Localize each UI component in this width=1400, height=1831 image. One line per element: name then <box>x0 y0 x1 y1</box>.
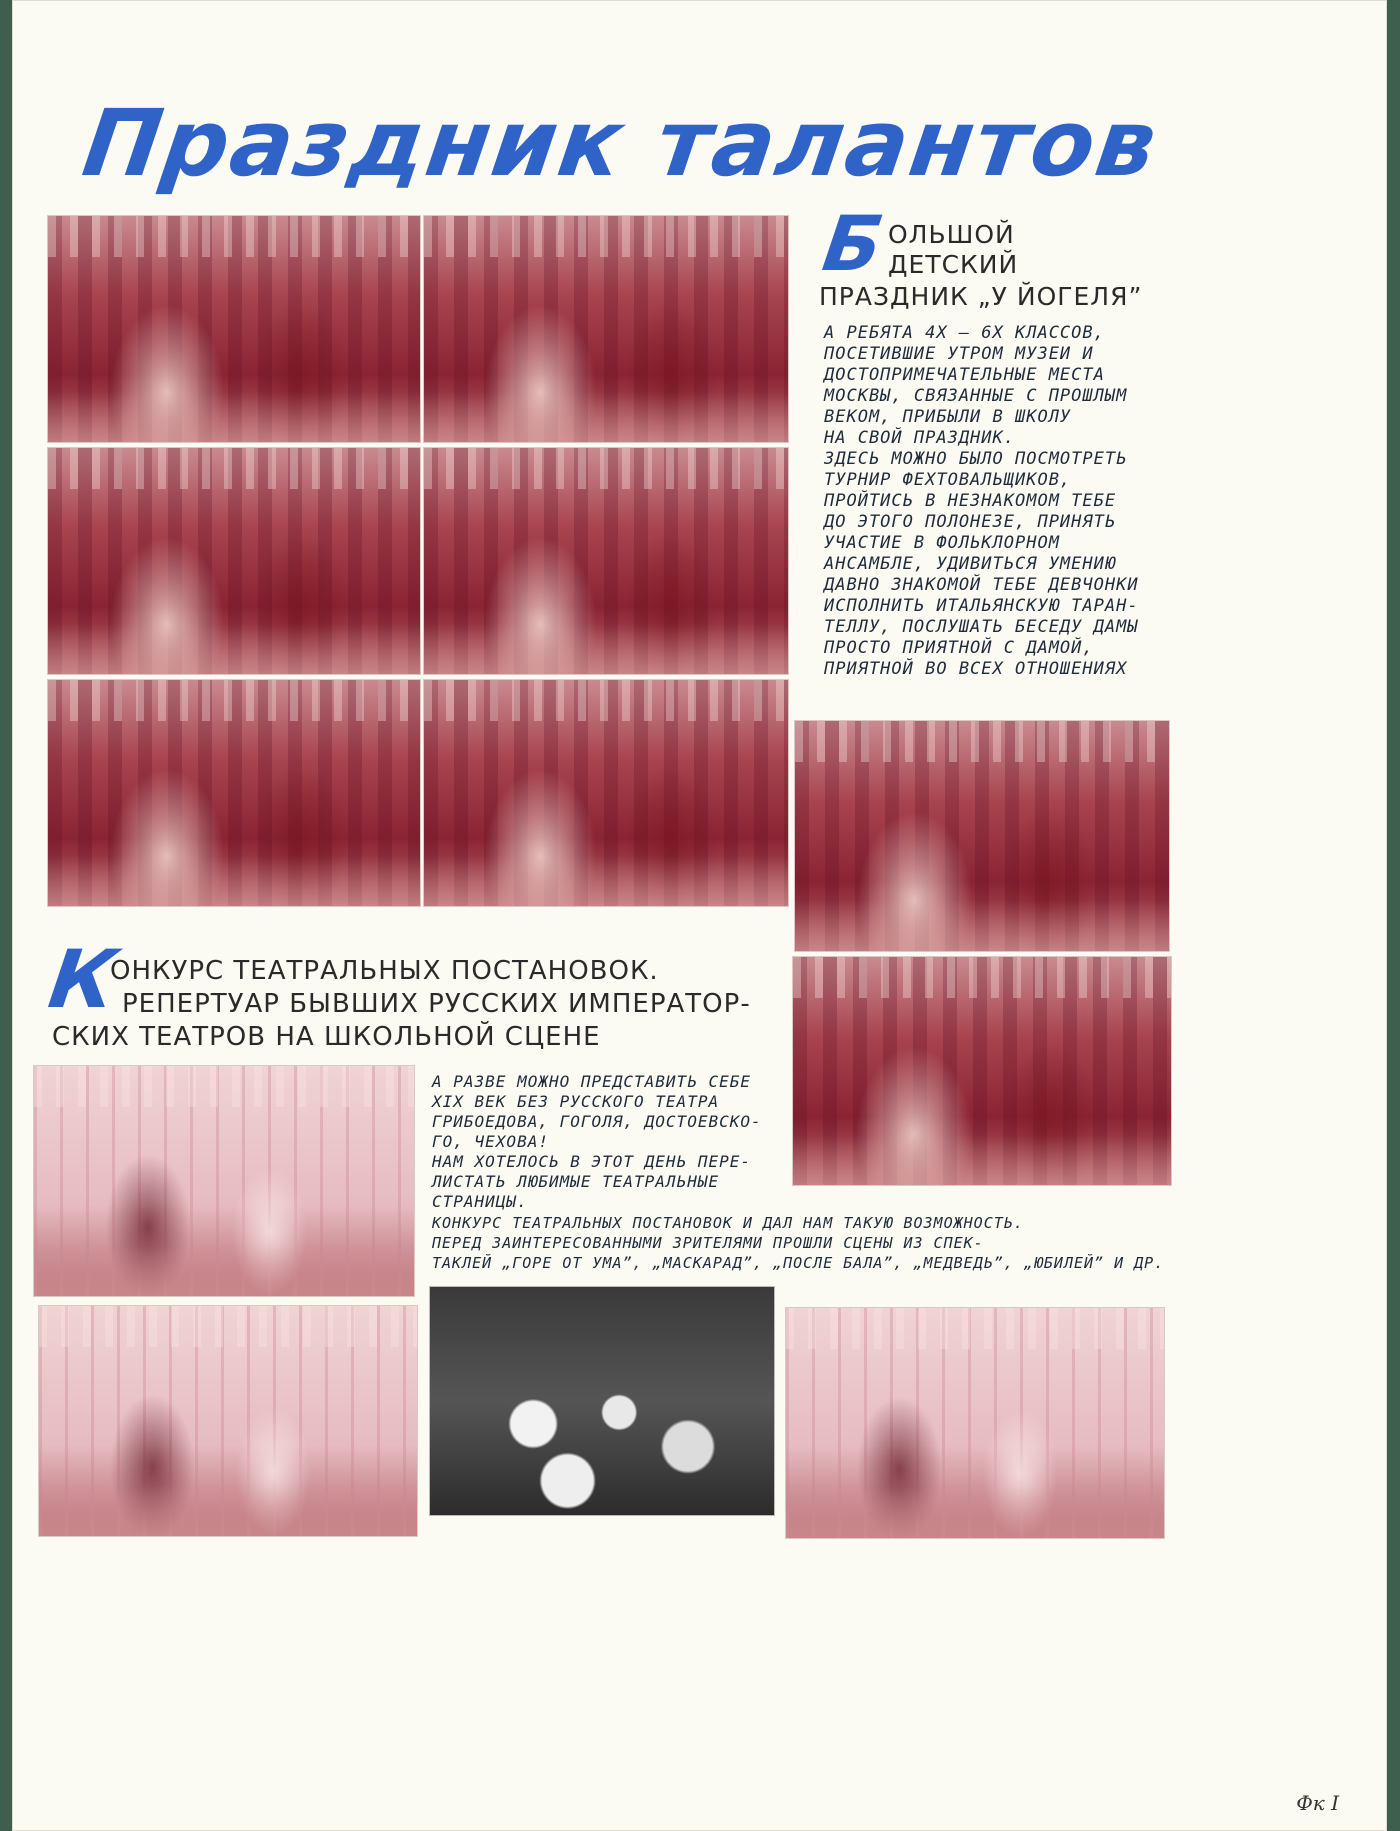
body-line: ГО, ЧЕХОВА! <box>432 1132 549 1151</box>
section2-heading <box>110 955 751 1021</box>
photo-stage-scene-3 <box>786 1308 1164 1538</box>
photo-fencing <box>48 680 420 906</box>
album-page <box>12 0 1387 1831</box>
body-line: АНСАМБЛЕ, УДИВИТЬСЯ УМЕНИЮ <box>824 554 1117 574</box>
body-line: ДО ЭТОГО ПОЛОНЕЗЕ, ПРИНЯТЬ <box>824 512 1117 532</box>
body-line: ПРОЙТИСЬ В НЕЗНАКОМОМ ТЕБЕ <box>824 491 1117 511</box>
body-line: А РАЗВЕ МОЖНО ПРЕДСТАВИТЬ СЕБЕ <box>432 1072 751 1091</box>
photo-polonaise <box>424 448 788 674</box>
page-number: Фк I <box>1296 1791 1339 1815</box>
body-line: КОНКУРС ТЕАТРАЛЬНЫХ ПОСТАНОВОК И ДАЛ НАМ ТАКУЮ ВОЗМОЖНОСТЬ. <box>432 1214 1024 1232</box>
section1-heading-line: ОЛЬШОЙ <box>888 220 1015 249</box>
body-line: СТРАНИЦЫ. <box>432 1192 528 1211</box>
body-line: ИСПОЛНИТЬ ИТАЛЬЯНСКУЮ ТАРАН- <box>824 596 1139 616</box>
section2-heading-line: ОНКУРС ТЕАТРАЛЬНЫХ ПОСТАНОВОК. <box>110 956 659 986</box>
body-line: ВЕКОМ, ПРИБЫЛИ В ШКОЛУ <box>824 407 1072 427</box>
section2-body-wide <box>432 1213 1164 1273</box>
body-line: XIX ВЕК БЕЗ РУССКОГО ТЕАТРА <box>432 1092 720 1111</box>
body-line: ПРИЯТНОЙ ВО ВСЕХ ОТНОШЕНИЯХ <box>824 659 1128 679</box>
body-line: ПРОСТО ПРИЯТНОЙ С ДАМОЙ, <box>824 638 1094 658</box>
section2-dropcap: К <box>43 933 122 1026</box>
photo-ladies-conversation <box>795 721 1169 951</box>
body-line: ПОСЕТИВШИЕ УТРОМ МУЗЕИ И <box>824 344 1094 364</box>
body-line: ТЕЛЛУ, ПОСЛУШАТЬ БЕСЕДУ ДАМЫ <box>824 617 1139 637</box>
photo-dance-hall-1 <box>48 216 420 442</box>
photo-folk-ensemble <box>793 957 1171 1185</box>
body-line: А РЕБЯТА 4Х – 6Х КЛАССОВ, <box>824 323 1105 343</box>
section2-body-narrow <box>432 1072 762 1212</box>
section1-dropcap: Б <box>817 199 889 288</box>
section2-heading-line: РЕПЕРТУАР БЫВШИХ РУССКИХ ИМПЕРАТОР- <box>122 989 751 1019</box>
body-line: ДОСТОПРИМЕЧАТЕЛЬНЫЕ МЕСТА <box>824 365 1105 385</box>
body-line: УЧАСТИЕ В ФОЛЬКЛОРНОМ <box>824 533 1060 553</box>
body-line: ПЕРЕД ЗАИНТЕРЕСОВАННЫМИ ЗРИТЕЛЯМИ ПРОШЛИ СЦЕНЫ ИЗ СПЕК- <box>432 1234 984 1252</box>
photo-dance-couple-1 <box>424 216 788 442</box>
body-line: ЛИСТАТЬ ЛЮБИМЫЕ ТЕАТРАЛЬНЫЕ <box>432 1172 720 1191</box>
page-title: Праздник талантов <box>76 90 1165 197</box>
body-line: ЗДЕСЬ МОЖНО БЫЛО ПОСМОТРЕТЬ <box>824 449 1128 469</box>
section1-body <box>824 323 1139 680</box>
section1-heading-line: ДЕТСКИЙ <box>888 250 1019 279</box>
photo-stage-scene-1 <box>34 1066 414 1296</box>
body-line: ТУРНИР ФЕХТОВАЛЬЩИКОВ, <box>824 470 1072 490</box>
body-line: ГРИБОЕДОВА, ГОГОЛЯ, ДОСТОЕВСКО- <box>432 1112 762 1131</box>
photo-dance-gowns <box>48 448 420 674</box>
body-line: ТАКЛЕЙ „ГОРЕ ОТ УМА”, „МАСКАРАД”, „ПОСЛЕ БАЛА”, „МЕДВЕДЬ”, „ЮБИЛЕЙ” И ДР. <box>432 1254 1165 1272</box>
photo-stage-scene-2 <box>39 1306 417 1536</box>
body-line: МОСКВЫ, СВЯЗАННЫЕ С ПРОШЛЫМ <box>824 386 1128 406</box>
photo-audience <box>430 1287 774 1515</box>
body-line: НА СВОЙ ПРАЗДНИК. <box>824 428 1015 448</box>
body-line: НАМ ХОТЕЛОСЬ В ЭТОТ ДЕНЬ ПЕРЕ- <box>432 1152 751 1171</box>
body-line: ДАВНО ЗНАКОМОЙ ТЕБЕ ДЕВЧОНКИ <box>824 575 1139 595</box>
section2-heading-line: СКИХ ТЕАТРОВ НА ШКОЛЬНОЙ СЦЕНЕ <box>52 1022 601 1052</box>
photo-dance-couple-2 <box>424 680 788 906</box>
section1-heading-line: ПРАЗДНИК „У ЙОГЕЛЯ” <box>819 282 1143 311</box>
section1-heading <box>888 220 1018 280</box>
